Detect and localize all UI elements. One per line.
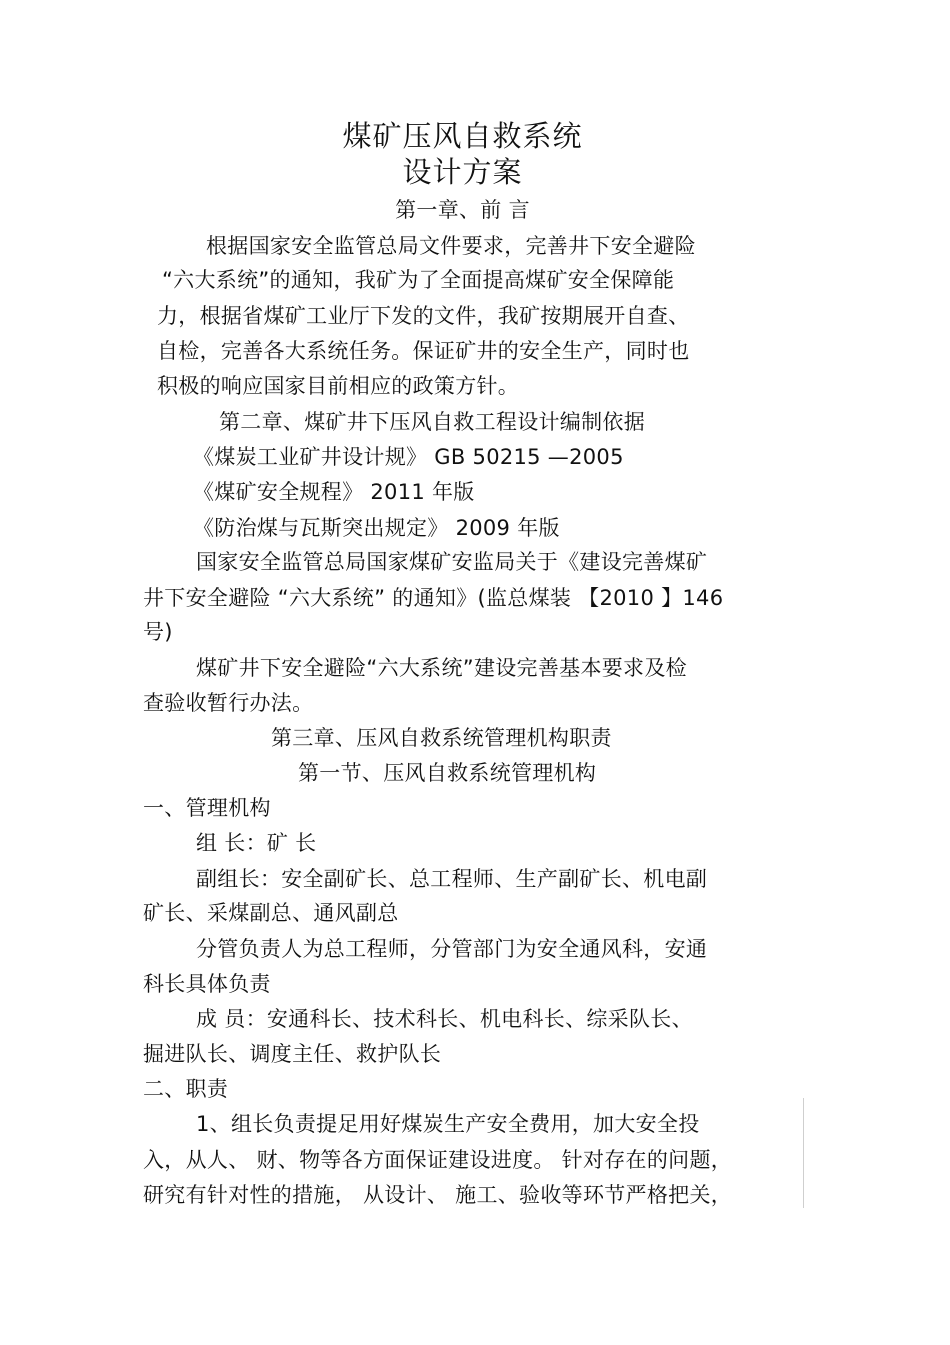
reference-5-line2: 查验收暂行办法。 — [143, 691, 314, 715]
section1-heading: 第一节、压风自救系统管理机构 — [298, 761, 597, 785]
reference-3: 《防治煤与瓦斯突出规定》 2009 年版 — [193, 516, 560, 540]
chapter2-heading: 第二章、煤矿井下压风自救工程设计编制依据 — [219, 410, 645, 434]
chapter3-heading: 第三章、压风自救系统管理机构职责 — [271, 726, 612, 750]
duty-1-line3: 研究有针对性的措施， 从设计、 施工、验收等环节严格把关， — [143, 1183, 733, 1207]
ch1-paragraph-line3: 力，根据省煤矿工业厅下发的文件，我矿按期展开自查、 — [157, 304, 690, 328]
page-edge-divider — [803, 1098, 804, 1208]
ch1-paragraph-line4: 自检，完善各大系统任务。保证矿井的安全生产，同时也 — [157, 339, 690, 363]
ch1-paragraph-line5: 积极的响应国家目前相应的政策方针。 — [157, 374, 520, 398]
doc-title-line1: 煤矿压风自救系统 — [342, 119, 583, 153]
org-heading: 一、管理机构 — [143, 796, 271, 820]
chapter1-heading: 第一章、前 言 — [395, 198, 530, 222]
duty-1-line1: 1、组长负责提足用好煤炭生产安全费用，加大安全投 — [196, 1112, 700, 1136]
ch1-paragraph-line2: “六大系统”的通知，我矿为了全面提高煤矿安全保障能 — [162, 268, 675, 292]
org-charge-line2: 科长具体负责 — [143, 972, 271, 996]
org-deputy-line2: 矿长、采煤副总、通风副总 — [143, 901, 399, 925]
org-deputy-line1: 副组长：安全副矿长、总工程师、生产副矿长、机电副 — [196, 867, 708, 891]
duty-1-line2: 入，从人、 财、物等各方面保证建设进度。 针对存在的问题， — [143, 1148, 733, 1172]
org-charge-line1: 分管负责人为总工程师，分管部门为安全通风科，安通 — [196, 937, 708, 961]
reference-2: 《煤矿安全规程》 2011 年版 — [193, 480, 475, 504]
reference-4-line1: 国家安全监管总局国家煤矿安监局关于《建设完善煤矿 — [196, 550, 708, 574]
duty-heading: 二、职责 — [143, 1077, 229, 1101]
reference-4-line3: 号) — [143, 620, 173, 644]
org-members-line2: 掘进队长、调度主任、救护队长 — [143, 1042, 442, 1066]
org-members-line1: 成 员：安通科长、技术科长、机电科长、综采队长、 — [196, 1007, 693, 1031]
ch1-paragraph-line1: 根据国家安全监管总局文件要求，完善井下安全避险 — [206, 234, 696, 258]
reference-1: 《煤炭工业矿井设计规》 GB 50215 —2005 — [193, 445, 624, 469]
doc-title-line2: 设计方案 — [402, 155, 523, 189]
reference-4-line2: 井下安全避险 “六大系统” 的通知》(监总煤装 【2010 】146 — [143, 586, 724, 610]
reference-5-line1: 煤矿井下安全避险“六大系统”建设完善基本要求及检 — [196, 656, 687, 680]
org-leader: 组 长：矿 长 — [196, 831, 317, 855]
